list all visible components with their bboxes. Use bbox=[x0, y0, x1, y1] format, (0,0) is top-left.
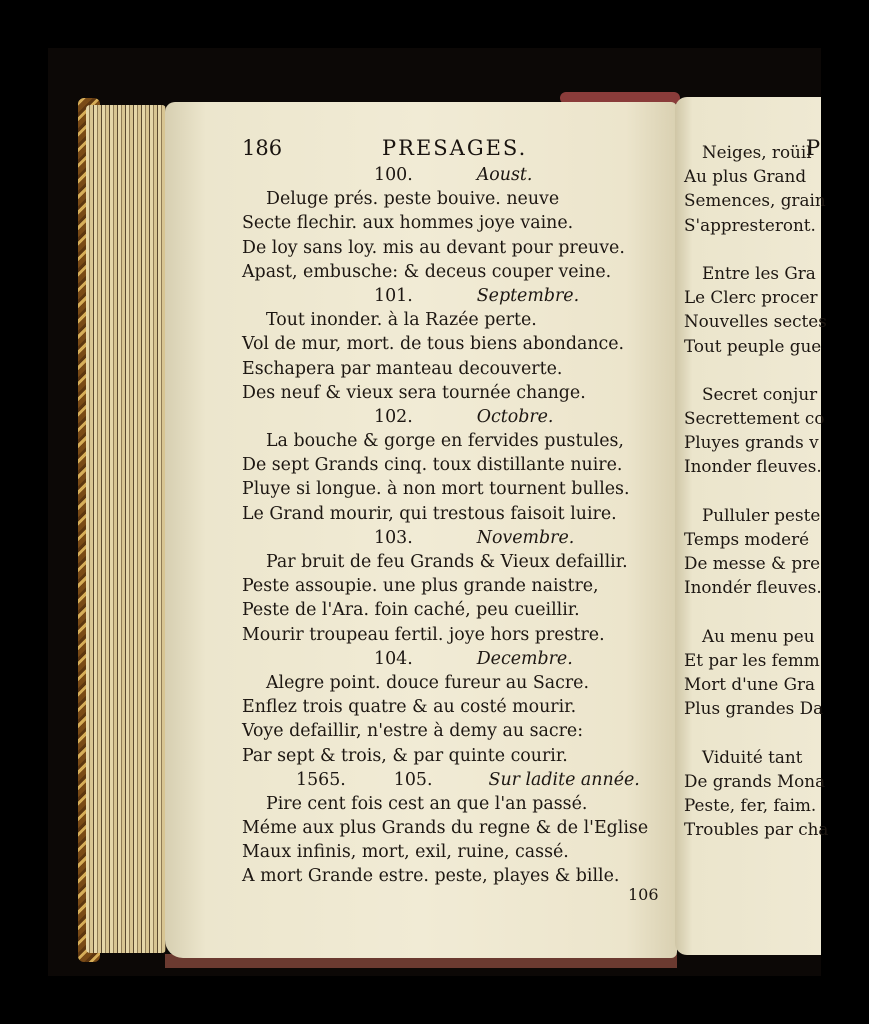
catchword: 106 bbox=[628, 885, 659, 904]
right-verse-line bbox=[682, 237, 822, 261]
verse-line: A mort Grande estre. peste, playes & bille. bbox=[242, 866, 620, 887]
quatrain-year: 1565. bbox=[296, 769, 346, 790]
quatrain-heading bbox=[238, 163, 678, 187]
verse-line: Par sept & trois, & par quinte courir. bbox=[242, 745, 568, 766]
quatrain-month: Decembre. bbox=[476, 648, 573, 669]
quatrain-heading bbox=[238, 405, 678, 429]
verse-line: Peste de l'Ara. foin caché, peu cueillir. bbox=[242, 600, 580, 621]
quatrain-month: Sur ladite année. bbox=[488, 769, 640, 790]
verse-line: Apast, embusche: & deceus couper veine. bbox=[242, 261, 612, 282]
right-verse-line: Inonder fleuves. bbox=[684, 456, 822, 477]
quatrain-number: 103. bbox=[374, 527, 413, 548]
verse-line: Eschapera par manteau decouverte. bbox=[242, 358, 563, 379]
right-verse-line: Au plus Grand bbox=[684, 166, 807, 187]
right-verse-line: Peste, fer, faim. bbox=[684, 795, 817, 816]
right-page-text bbox=[682, 140, 829, 841]
quatrain-heading bbox=[238, 284, 678, 308]
verse-line: De loy sans loy. mis au devant pour preuve. bbox=[242, 237, 625, 258]
right-verse-line bbox=[682, 479, 822, 503]
right-verse-line bbox=[682, 358, 822, 382]
verse-line: Méme aux plus Grands du regne & de l'Eglise bbox=[242, 818, 649, 839]
page-number: 186 bbox=[242, 136, 283, 160]
right-verse-line: S'appresteront. bbox=[684, 214, 816, 235]
verse-line: Par bruit de feu Grands & Vieux defaillir. bbox=[266, 552, 628, 572]
verse-line: Secte flechir. aux hommes joye vaine. bbox=[242, 213, 574, 234]
verse-line: Voye defaillir, n'estre à demy au sacre: bbox=[242, 721, 584, 742]
verse-line: Alegre point. douce fureur au Sacre. bbox=[266, 672, 589, 693]
verse-line: Tout inonder. à la Razée perte. bbox=[266, 310, 537, 331]
quatrain-number: 104. bbox=[374, 648, 413, 669]
verse-line: Deluge prés. peste bouive. neuve bbox=[266, 189, 560, 210]
quatrain-month: Aoust. bbox=[476, 165, 533, 185]
quatrain-number: 101. bbox=[374, 285, 413, 306]
quatrain-number: 105. bbox=[393, 769, 433, 790]
right-verse-line: Inondér fleuves. bbox=[684, 577, 822, 598]
right-verse-line: Entre les Gra bbox=[702, 262, 816, 283]
quatrain-heading bbox=[238, 526, 678, 550]
verse-line: Pire cent fois cest an que l'an passé. bbox=[266, 793, 588, 814]
quatrain-heading bbox=[238, 647, 678, 671]
right-verse-line: Pluyes grands v bbox=[684, 432, 819, 453]
right-verse-line: De messe & pre bbox=[684, 553, 821, 574]
verse-line: La bouche & gorge en fervides pustules, bbox=[266, 431, 624, 452]
right-verse-line: Tout peuple gue bbox=[684, 335, 822, 356]
verse-line: Vol de mur, mort. de tous biens abondance. bbox=[242, 334, 625, 355]
right-verse-line: Semences, grain bbox=[684, 190, 826, 211]
quatrain-text bbox=[238, 163, 678, 889]
right-verse-line: Plus grandes Da bbox=[684, 698, 824, 719]
quatrain-month: Novembre. bbox=[476, 527, 575, 548]
verse-line: Pluye si longue. à non mort tournent bulles. bbox=[242, 479, 630, 500]
verse-line: Mourir troupeau fertil. joye hors prestre. bbox=[242, 624, 605, 645]
right-verse-line bbox=[682, 600, 822, 624]
right-verse-line: Nouvelles sectes bbox=[684, 311, 827, 332]
verse-line: Maux infinis, mort, exil, ruine, cassé. bbox=[242, 842, 569, 863]
right-verse-line: Au menu peu bbox=[702, 625, 815, 646]
verse-line: Le Grand mourir, qui trestous faisoit luire. bbox=[242, 503, 617, 524]
quatrain-heading bbox=[238, 768, 678, 792]
right-running-head: P bbox=[806, 136, 821, 160]
right-verse-line: Troubles par cha bbox=[684, 819, 829, 840]
right-verse-line: Temps moderé bbox=[684, 529, 810, 549]
right-verse-line: Et par les femm bbox=[684, 649, 820, 670]
verse-line: Peste assoupie. une plus grande naistre, bbox=[242, 576, 599, 597]
right-verse-line: Secrettement co bbox=[684, 408, 825, 429]
right-verse-line: Neiges, roüil bbox=[702, 142, 812, 162]
verse-line: Enflez trois quatre & au costé mourir. bbox=[242, 697, 577, 718]
right-verse-line: Secret conjur bbox=[702, 383, 818, 404]
right-verse-line: Mort d'une Gra bbox=[684, 674, 816, 695]
verse-line: Des neuf & vieux sera tournée change. bbox=[242, 382, 586, 403]
quatrain-number: 102. bbox=[374, 406, 413, 427]
quatrain-number: 100. bbox=[374, 165, 413, 185]
right-verse-line: Pulluler peste bbox=[702, 504, 821, 525]
quatrain-month: Septembre. bbox=[476, 285, 580, 306]
page-edges bbox=[86, 105, 166, 953]
right-verse-line: De grands Mona bbox=[684, 770, 826, 791]
right-verse-line: Le Clerc procer bbox=[684, 287, 818, 308]
running-head: PRESAGES. bbox=[382, 136, 528, 160]
quatrain-month: Octobre. bbox=[476, 406, 554, 427]
verse-line: De sept Grands cinq. toux distillante nuire. bbox=[242, 455, 623, 476]
right-verse-line bbox=[682, 721, 822, 745]
right-verse-line: Viduité tant bbox=[702, 746, 803, 767]
